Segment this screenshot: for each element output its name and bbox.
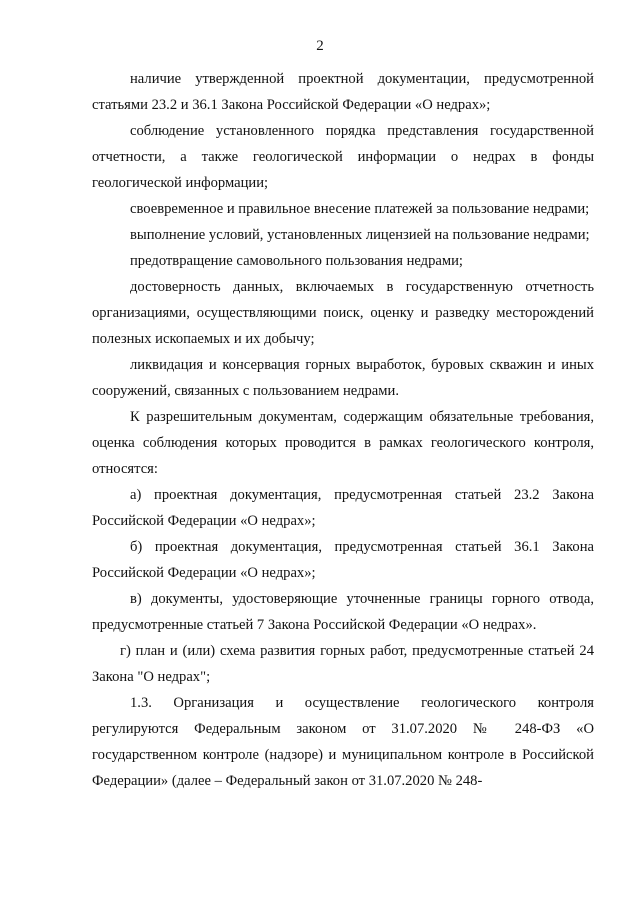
- list-item-v: в) документы, удостоверяющие уточненные границы горного отвода, предусмотренные статьей 7 Закона Российской Федерации «О недрах».: [92, 591, 594, 633]
- paragraph-prevention: предотвращение самовольного пользования недрами;: [130, 253, 463, 269]
- paragraph-data-reliability: достоверность данных, включаемых в государственную отчетность организациями, осуществляющими поиск, оценку и разведку месторождений полезных ископаемых и их добычу;: [92, 279, 594, 347]
- paragraph-permit-documents: К разрешительным документам, содержащим обязательные требования, оценка соблюдения которых проводится в рамках геологического контроля, относятся:: [92, 409, 594, 477]
- paragraph-approved-project-docs: наличие утвержденной проектной документации, предусмотренной статьями 23.2 и 36.1 Закона Российской Федерации «О недрах»;: [92, 71, 594, 113]
- page-number: 2: [316, 38, 324, 54]
- list-item-g: г) план и (или) схема развития горных работ, предусмотренные статьей 24 Закона "О недрах";: [92, 643, 594, 685]
- list-item-a: а) проектная документация, предусмотренная статьей 23.2 Закона Российской Федерации «О недрах»;: [92, 487, 594, 529]
- list-item-b: б) проектная документация, предусмотренная статьей 36.1 Закона Российской Федерации «О недрах»;: [92, 539, 594, 581]
- paragraph-section-1-3: 1.3. Организация и осуществление геологического контроля регулируются Федеральным законом от 31.07.2020 № 248-ФЗ «О государственном контроле (надзоре) и муниципальном контроле в Российской Федерации» (далее – Федеральный закон от 31.07.2020 № 248-: [92, 695, 594, 789]
- paragraph-reporting-order: соблюдение установленного порядка представления государственной отчетности, а также геологической информации о недрах в фонды геологической информации;: [92, 123, 594, 191]
- document-body: [92, 66, 594, 794]
- paragraph-license-conditions: выполнение условий, установленных лицензией на пользование недрами;: [130, 227, 590, 243]
- paragraph-payments: своевременное и правильное внесение платежей за пользование недрами;: [130, 201, 590, 217]
- paragraph-liquidation: ликвидация и консервация горных выработок, буровых скважин и иных сооружений, связанных с пользованием недрами.: [92, 357, 594, 399]
